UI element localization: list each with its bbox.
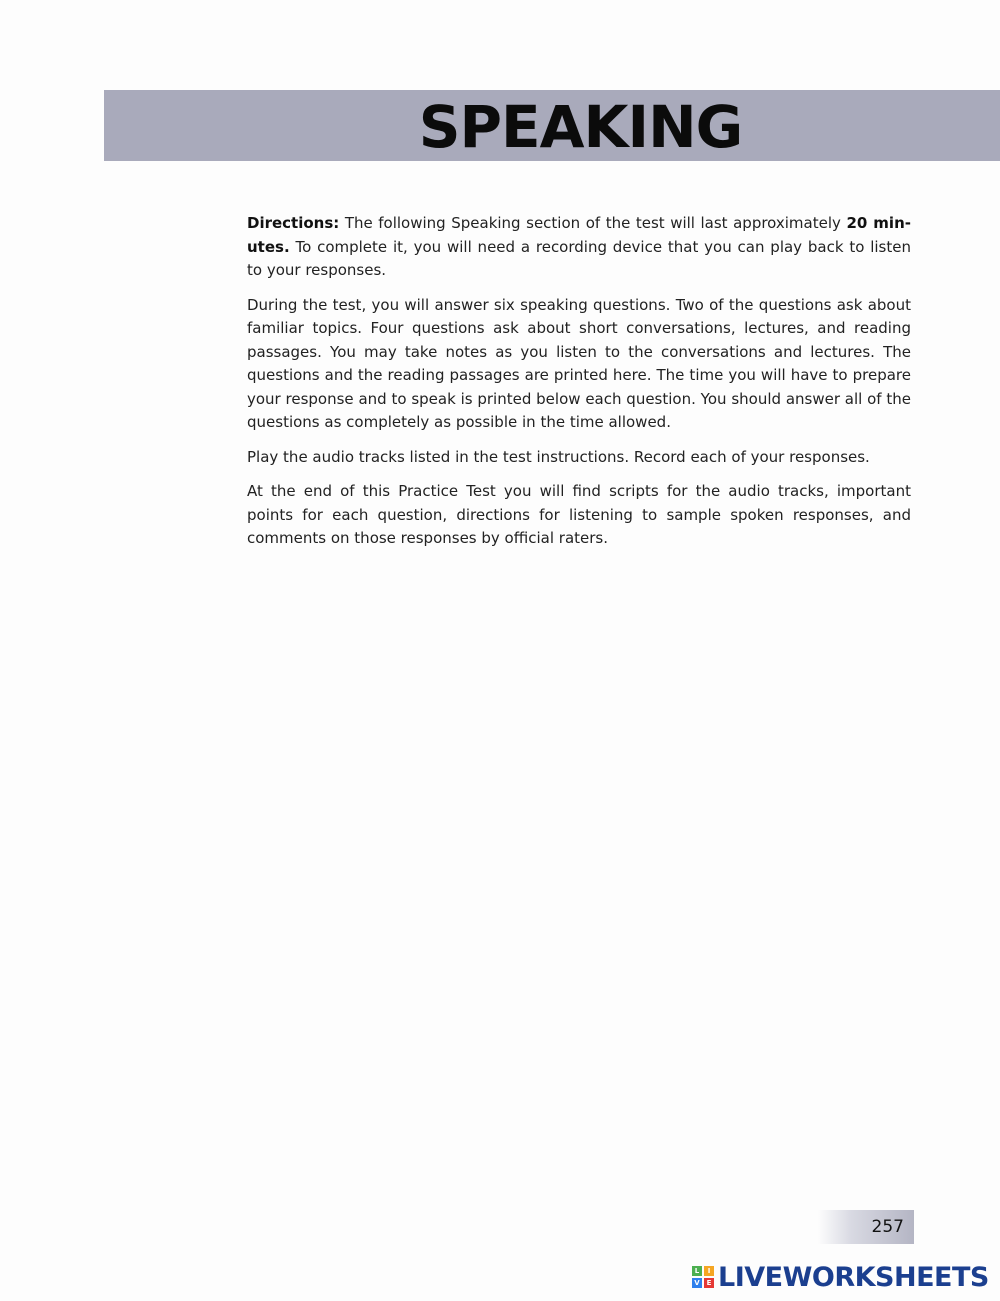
title-bar <box>104 90 1000 161</box>
directions-intro-part2: To complete it, you will need a recording device that you can play back to listen to your responses. <box>247 237 911 279</box>
logo-tile-l: L <box>692 1266 702 1276</box>
directions-paragraph-1 <box>247 212 911 283</box>
directions-paragraph-4: At the end of this Practice Test you will find scripts for the audio tracks, important points for each question, directions for listening to sample spoken responses, and comments on those responses by official raters. <box>247 482 911 547</box>
liveworksheets-logo <box>692 1262 989 1292</box>
page-number-box <box>818 1210 914 1244</box>
directions-intro-part1: The following Speaking section of the test will last approximately <box>339 214 847 232</box>
directions-label: Directions: <box>247 214 340 232</box>
logo-grid-icon <box>692 1266 714 1288</box>
page-title: SPEAKING <box>418 93 743 161</box>
directions-paragraph-2: During the test, you will answer six speaking questions. Two of the questions ask about familiar topics. Four questions ask about short conversations, lectures, and reading passages. You may take notes as you listen to the conversations and lectures. The questions and the reading passages are printed here. The time you will have to prepare your response and to speak is printed below each question. You should answer all of the questions as completely as possible in the time allowed. <box>247 295 911 431</box>
directions-paragraph-3: Play the audio tracks listed in the test instructions. Record each of your responses. <box>247 447 870 466</box>
logo-brand-text: LIVEWORKSHEETS <box>718 1261 989 1293</box>
directions-content <box>247 212 911 562</box>
directions-duration: 20 min-utes. <box>247 214 911 256</box>
page-number: 257 <box>871 1217 904 1237</box>
logo-tile-i: I <box>704 1266 714 1276</box>
logo-tile-v: V <box>692 1278 702 1288</box>
logo-tile-e: E <box>704 1278 714 1288</box>
